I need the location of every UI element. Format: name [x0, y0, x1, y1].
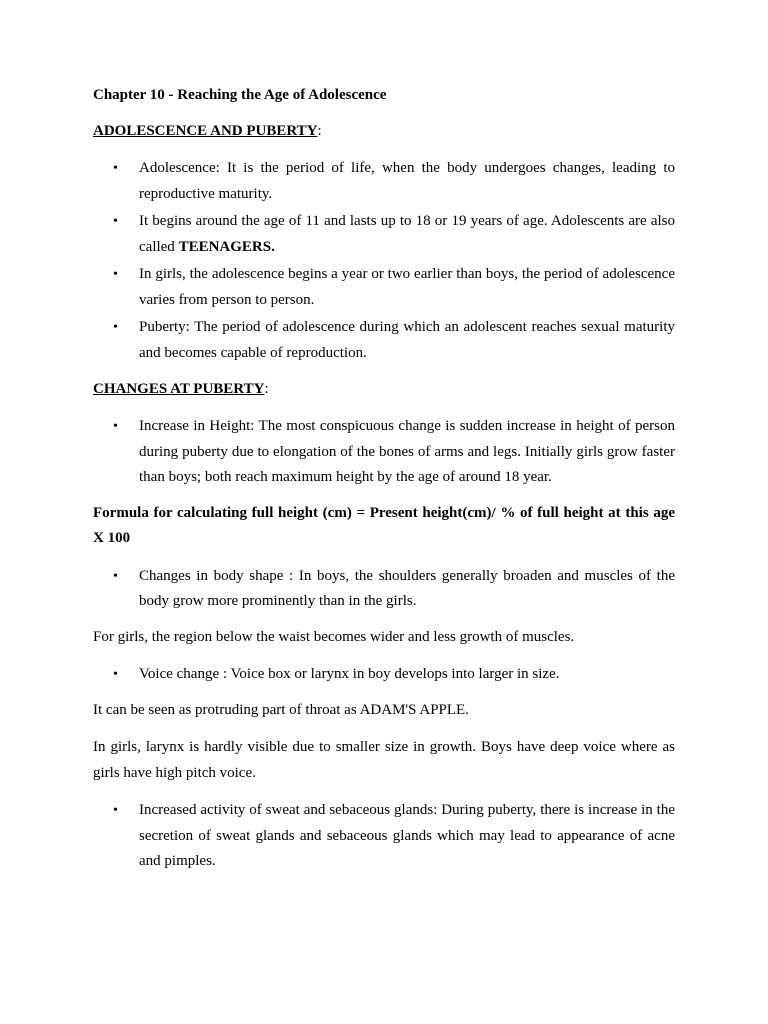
list-item: • Voice change : Voice box or larynx in boy develops into larger in size.: [93, 662, 675, 688]
list-item: • Increase in Height: The most conspicuous change is sudden increase in height of person during puberty due to elongation of the bones of arms and legs. Initially girls grow faster than boys; both reach maximum height by the age of around 18 year.: [93, 414, 675, 491]
list-item: • It begins around the age of 11 and lasts up to 18 or 19 years of age. Adolescents are also called TEENAGERS.: [93, 209, 675, 260]
adams-apple-paragraph: It can be seen as protruding part of throat as ADAM'S APPLE.: [93, 701, 469, 718]
bullet-icon: •: [113, 214, 118, 229]
voice-list: [93, 662, 675, 688]
bullet-icon: •: [113, 320, 118, 335]
bullet-icon: •: [113, 419, 118, 434]
section-heading-puberty-changes: CHANGES AT PUBERTY:: [93, 381, 269, 397]
section-heading-adolescence: ADOLESCENCE AND PUBERTY:: [93, 123, 322, 139]
larynx-paragraph: In girls, larynx is hardly visible due to smaller size in growth. Boys have deep voice where as girls have high pitch voice.: [93, 739, 675, 781]
list-item: • Increased activity of sweat and sebaceous glands: During puberty, there is increase in the secretion of sweat glands and sebaceous glands which may lead to appearance of acne and pimples.: [93, 798, 675, 875]
height-list: [93, 414, 675, 491]
bullet-icon: •: [113, 568, 118, 584]
list-item: • In girls, the adolescence begins a year or two earlier than boys, the period of adolescence varies from person to person.: [93, 262, 675, 313]
document-content: [93, 84, 675, 885]
list-item: • Puberty: The period of adolescence during which an adolescent reaches sexual maturity and becomes capable of reproduction.: [93, 315, 675, 366]
adolescence-list: [93, 156, 675, 366]
list-item: • Adolescence: It is the period of life, when the body undergoes changes, leading to reproductive maturity.: [93, 156, 675, 207]
bullet-icon: •: [113, 267, 118, 282]
girls-paragraph: For girls, the region below the waist becomes wider and less growth of muscles.: [93, 628, 575, 645]
bullet-icon: •: [113, 667, 118, 682]
bullet-icon: •: [113, 803, 118, 818]
body-shape-list: [93, 564, 675, 615]
chapter-title: Chapter 10 - Reaching the Age of Adolescence: [93, 87, 387, 103]
bullet-icon: •: [113, 161, 118, 176]
glands-list: [93, 798, 675, 875]
list-item: • Changes in body shape : In boys, the shoulders generally broaden and muscles of the body grow more prominently than in the girls.: [93, 564, 675, 615]
height-formula: Formula for calculating full height (cm) = Present height(cm)/ % of full height at this age X 100: [93, 504, 675, 546]
